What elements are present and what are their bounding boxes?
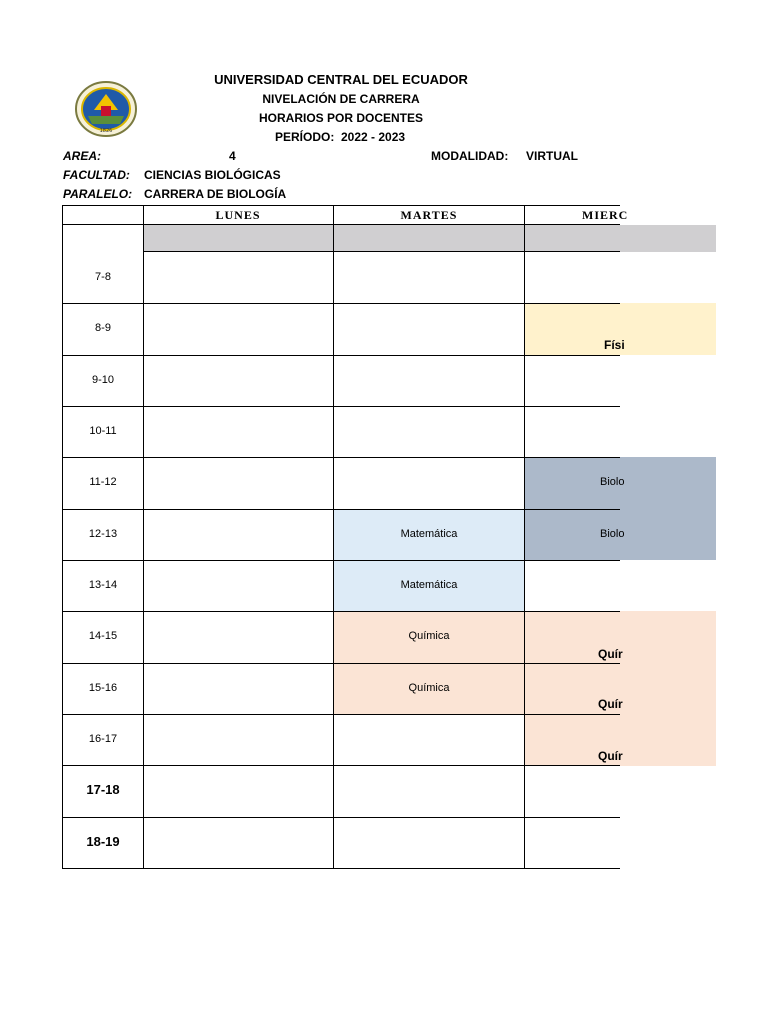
day-header-miercoles: MIERC <box>582 208 629 222</box>
time-slot: 10-11 <box>89 425 117 437</box>
paralelo-label: PARALELO: <box>63 187 133 201</box>
time-slot: 9-10 <box>91 374 115 386</box>
area-label: AREA: <box>63 149 101 163</box>
time-slot: 12-13 <box>88 528 118 540</box>
time-slot: 8-9 <box>95 322 111 334</box>
modalidad-value: VIRTUAL <box>526 149 578 163</box>
header-gray-band <box>143 225 716 252</box>
university-seal-icon <box>74 80 138 138</box>
quimica-miercoles-fill <box>524 611 716 766</box>
martes-matematica-cell: Matemática <box>400 528 458 540</box>
program-title: NIVELACIÓN DE CARRERA <box>262 92 420 106</box>
time-slot: 13-14 <box>88 579 118 591</box>
period-value: 2022 - 2023 <box>341 130 406 144</box>
period-label: PERÍODO: <box>275 130 335 144</box>
time-slot: 18-19 <box>86 834 120 849</box>
paralelo-value: CARRERA DE BIOLOGÍA <box>144 187 287 201</box>
day-header-lunes: LUNES <box>215 208 261 222</box>
time-slot: 17-18 <box>86 782 120 797</box>
time-slot: 11-12 <box>89 476 117 488</box>
modalidad-label: MODALIDAD: <box>431 149 509 163</box>
svg-text:1826: 1826 <box>99 128 113 134</box>
time-slot: 15-16 <box>88 682 118 694</box>
miercoles-biologia-cell: Biolo <box>600 476 625 488</box>
miercoles-biologia-cell: Biolo <box>600 528 625 540</box>
time-slot: 7-8 <box>95 271 111 283</box>
martes-quimica-cell: Química <box>408 630 450 642</box>
university-title: UNIVERSIDAD CENTRAL DEL ECUADOR <box>214 72 468 87</box>
time-slot: 16-17 <box>88 733 118 745</box>
miercoles-quimica-cell: Quír <box>598 697 623 711</box>
facultad-label: FACULTAD: <box>63 168 130 182</box>
area-value: 4 <box>229 149 236 163</box>
day-header-martes: MARTES <box>400 208 458 222</box>
miercoles-quimica-cell: Quír <box>598 749 623 763</box>
miercoles-quimica-cell: Quír <box>598 647 623 661</box>
facultad-value: CIENCIAS BIOLÓGICAS <box>144 168 281 182</box>
miercoles-fisica-cell: Físi <box>604 338 625 352</box>
martes-matematica-cell: Matemática <box>400 579 458 591</box>
schedule-type-title: HORARIOS POR DOCENTES <box>258 111 423 125</box>
martes-quimica-cell: Química <box>408 682 450 694</box>
time-slot: 14-15 <box>88 630 118 642</box>
